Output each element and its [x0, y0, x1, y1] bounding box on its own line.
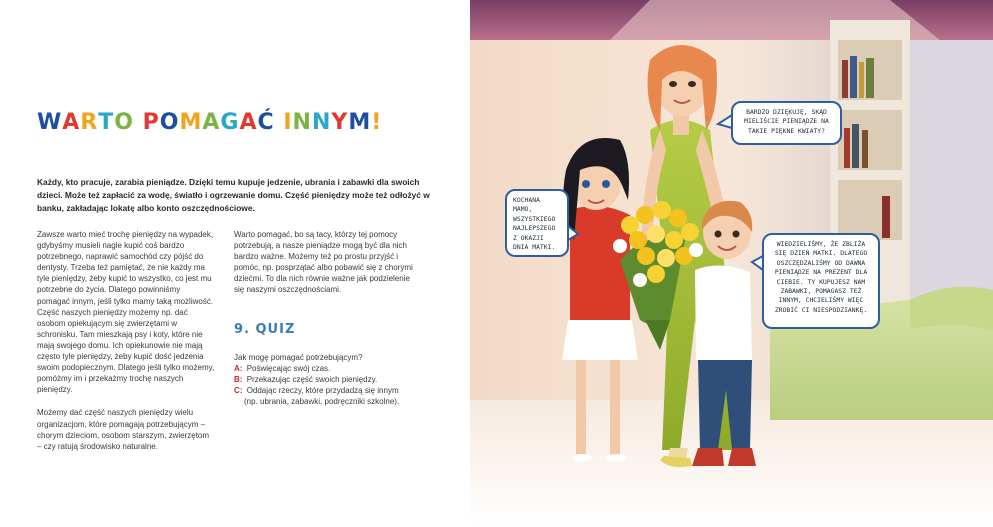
option-letter: A: — [234, 364, 243, 374]
title-letter: A — [239, 110, 258, 135]
title-letter — [275, 110, 284, 135]
quiz-question: Jak mogę pomagać potrzebującym? — [234, 353, 363, 362]
title-letter: G — [220, 110, 240, 135]
title-letter: O — [114, 110, 134, 135]
window — [900, 40, 993, 300]
option-text: Przekazując część swoich pieniędzy. — [246, 375, 378, 385]
text-column-right — [234, 229, 414, 308]
speech-bubble-girl: KOCHANA MAMO, WSZYSTKIEGO NAJLEPSZEGO Z OKAZJI DNIA MATKI. — [505, 189, 569, 257]
title-letter: I — [283, 110, 293, 135]
option-text: Oddając rzeczy, które przydadzą się innym — [246, 386, 399, 396]
title-letter: M — [348, 110, 372, 135]
paragraph: Możemy dać część naszych pieniędzy wielu organizacjom, które pomagają potrzebującym – chorym dzieciom, osobom starszym, zwierzętom – czy ratują środowisko naturalne. — [37, 408, 210, 451]
title-letter: Ć — [257, 110, 275, 135]
title-letter: R — [80, 110, 99, 135]
paragraph: Warto pomagać, bo są tacy, którzy tej pomocy potrzebują, a nasze pieniądze mogą być dla nich bardzo ważne. Możemy też po prostu przyjść i pomóc, np. posprzątać albo pobawić się z chorymi dziećmi. To dla nich równie ważne jak podzielenie się naszymi oszczędnościami. — [234, 230, 413, 295]
title-letter: A — [62, 110, 81, 135]
title-letter: M — [179, 110, 203, 135]
quiz-option-c — [234, 385, 434, 396]
title-letter: ! — [371, 110, 383, 135]
title-letter: T — [98, 110, 115, 135]
family-illustration — [470, 0, 993, 527]
title-letter: A — [202, 110, 221, 135]
title-letter — [134, 110, 143, 135]
quiz-option-a — [234, 363, 434, 374]
quiz-option-c-continued: (np. ubrania, zabawki, podręczniki szkolne). — [244, 397, 400, 407]
title-letter: O — [159, 110, 180, 135]
text-column-left — [37, 229, 215, 464]
quiz-block — [234, 352, 434, 407]
speech-bubble-boy: WIEDZIELIŚMY, ŻE ZBLIŻA SIĘ DZIEŃ MATKI. DLATEGO OSZCZĘDZALIŚMY OD DAWNA PIENIĄDZE NA PREZENT DLA CIEBIE. TY KUPUJESZ NAM ZABAWKI, POMAGASZ TEŻ INNYM, CHCIELIŚMY WIĘC ZROBIĆ CI NIESPODZIANKĘ. — [762, 233, 880, 329]
intro-paragraph: Każdy, kto pracuje, zarabia pieniądze. Dzięki temu kupuje jedzenie, ubrania i zabawki dla swoich dzieci. Może też zapłacić za wodę, światło i ogrzewanie domu. Część pieniędzy może też odłożyć w banku, zakładając lokatę albo konto oszczędnościowe. — [37, 177, 430, 213]
option-text: Poświęcając swój czas. — [246, 364, 331, 374]
title-letter: W — [37, 110, 63, 135]
option-letter: B: — [234, 375, 243, 385]
speech-bubble-mother: BARDZO DZIĘKUJĘ, SKĄD MIELIŚCIE PIENIĄDZE NA TAKIE PIĘKNE KWIATY? — [731, 101, 842, 145]
title-letter: N — [311, 110, 332, 135]
quiz-option-b — [234, 374, 434, 385]
title-letter: P — [142, 110, 160, 135]
page-title — [37, 110, 382, 135]
title-letter: N — [292, 110, 312, 135]
paragraph: Zawsze warto mieć trochę pieniędzy na wypadek, gdybyśmy musieli nagle kupić coś bardzo potrzebnego, naprawić samochód czy pójść do dentysty. Trzeba też pamiętać, że nie każdy ma tyle pieniędzy, żeby kupić to wszystko, co jest mu potrzebne do życia. Dlatego powinniśmy pomagać innym, jeśli tylko mamy taką możliwość. Część naszych pieniędzy możemy np. dać osobom opiekującym się zwierzętami w schronisku. Tam mieszkają psy i koty, które nie mają swojego domu. Ich opiekunowie nie mają często tyle pieniędzy, żeby kupić dość jedzenia swoim podopiecznym. Dlatego jeśli tylko możemy, pomóżmy im i przekażmy trochę naszych pieniędzy. — [37, 230, 215, 395]
illustration-page — [470, 0, 993, 527]
title-letter: Y — [331, 110, 349, 135]
quiz-heading: 9. QUIZ — [234, 322, 296, 337]
option-letter: C: — [234, 386, 243, 396]
text-page — [0, 0, 470, 527]
